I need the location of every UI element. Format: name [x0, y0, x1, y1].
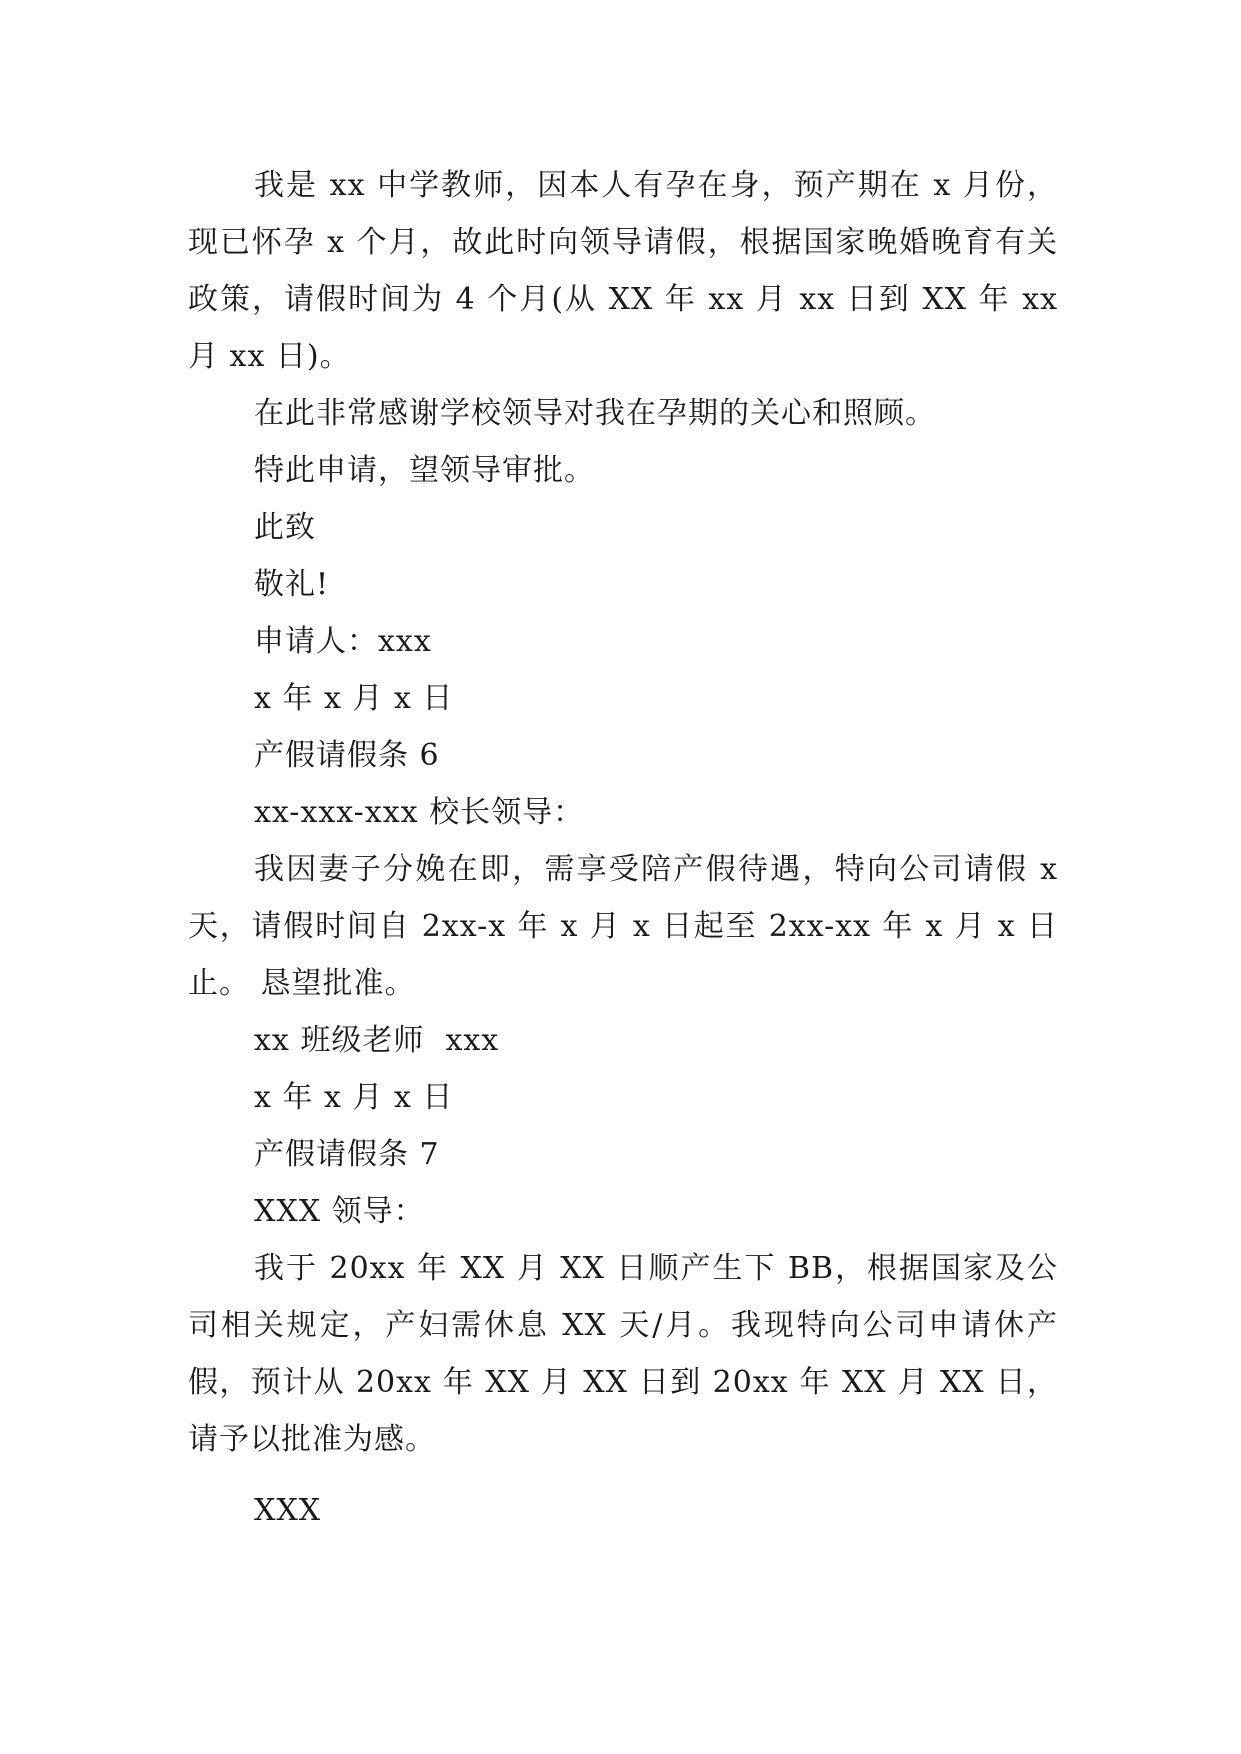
paragraph-signature: xx 班级老师 xxx: [254, 1023, 500, 1058]
paragraph-maternity-leave-body: 我于 20xx 年 XX 月 XX 日顺产生下 BB，根据国家及公司相关规定，产妇需休息 XX 天/月。我现特向公司申请休产假，预计从 20xx 年 XX 月 XX 日到 20xx 年 XX 月 XX 日，请予以批准为感。: [188, 1251, 1058, 1457]
paragraph-signature: XXX: [254, 1493, 322, 1528]
section-heading-7: 产假请假条 7: [254, 1137, 440, 1172]
paragraph-addressee: xx-xxx-xxx 校长领导：: [254, 795, 585, 830]
paragraph-request-approval: 特此申请，望领导审批。: [254, 453, 595, 488]
paragraph-closing-salutation: 此致: [254, 510, 316, 545]
paragraph-date: x 年 x 月 x 日: [254, 681, 454, 716]
paragraph-leave-request-body: 我是 xx 中学教师，因本人有孕在身，预产期在 x 月份，现已怀孕 x 个月，故此时向领导请假，根据国家晚婚晚育有关政策，请假时间为 4 个月(从 XX 年 xx 月 xx 日到 XX 年 xx 月 xx 日)。: [188, 168, 1069, 374]
paragraph-thanks: 在此非常感谢学校领导对我在孕期的关心和照顾。: [254, 396, 936, 431]
paragraph-respect: 敬礼!: [254, 567, 330, 602]
paragraph-paternity-leave-body: 我因妻子分娩在即，需享受陪产假待遇，特向公司请假 x 天，请假时间自 2xx-x 年 x 月 x 日起至 2xx-xx 年 x 月 x 日止。 恳望批准。: [188, 852, 1069, 1001]
document-body: [188, 157, 1069, 1539]
section-heading-6: 产假请假条 6: [254, 738, 440, 773]
paragraph-addressee: XXX 领导：: [254, 1194, 425, 1229]
paragraph-date: x 年 x 月 x 日: [254, 1080, 454, 1115]
paragraph-applicant: 申请人：xxx: [254, 624, 432, 659]
